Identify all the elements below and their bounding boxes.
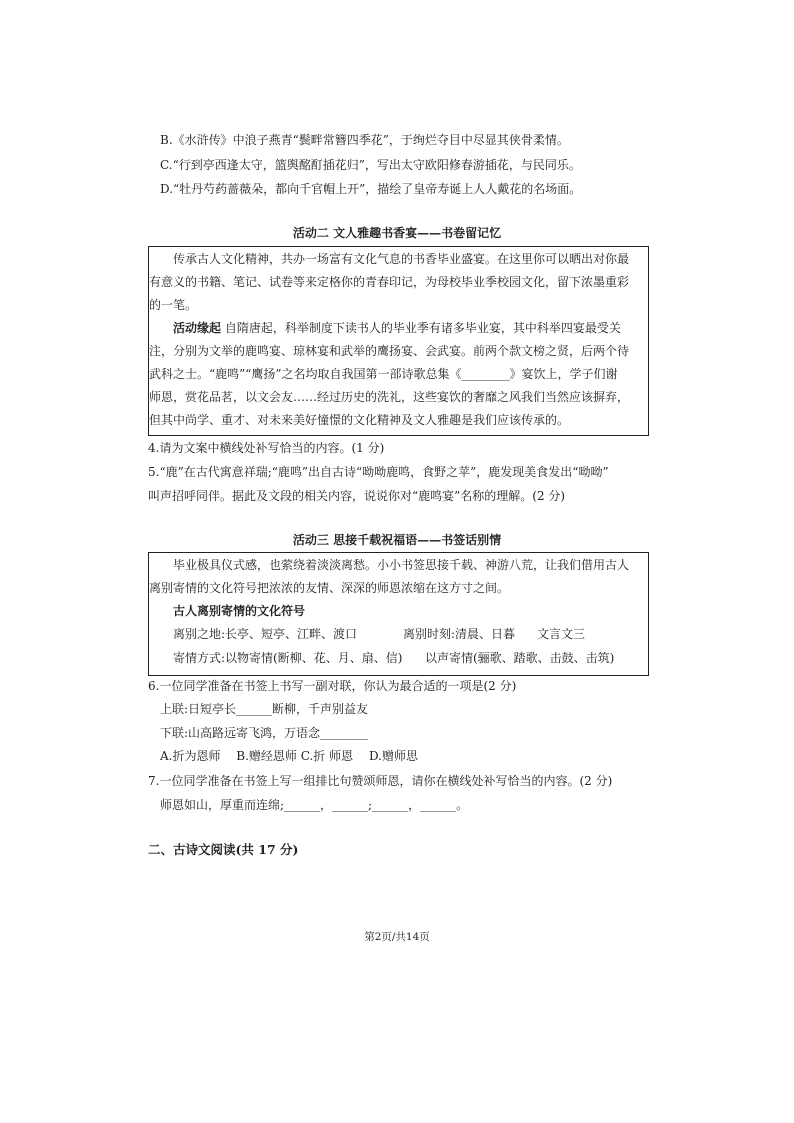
couplet-lower: 下联:山高路远寄飞鸿，万语念________ <box>160 726 369 740</box>
activity2-origin-line: 武科之士。“鹿鸣”“鹰扬”之名均取自我国第一部诗歌总集《________》宴饮上，学子们谢 <box>149 367 618 381</box>
symbol-text: 文言文三 <box>537 627 586 641</box>
question-5-line1: 5.“鹿”在古代寓意祥瑞;“鹿鸣”出自古诗“呦呦鹿鸣，食野之苹”，鹿发现美食发出“呦呦” <box>148 465 609 479</box>
activity2-box-line: 传承古人文化精神，共办一场富有文化气息的书香毕业盛宴。在这里你可以晒出对你最 <box>149 252 630 266</box>
option-d: D.“牡丹芍药蔷薇朵，都向千官帽上开”，描绘了皇帝寿诞上人人戴花的名场面。 <box>160 182 582 196</box>
symbols-title: 古人离别寄情的文化符号 <box>173 604 306 618</box>
question-5-line2: 叫声招呼同伴。据此及文段的相关内容，说说你对“鹿鸣宴”名称的理解。(2 分) <box>148 489 566 503</box>
question-7: 7.一位同学准备在书签上写一组排比句赞颂师恩，请你在横线处补写恰当的内容。(2 分) <box>148 774 613 788</box>
symbol-way-sound: 以声寄情(骊歌、踏歌、击鼓、击筑) <box>425 651 615 665</box>
activity-origin-text: 自隋唐起，科举制度下读书人的毕业季有诸多毕业宴，其中科举四宴最受关 <box>221 321 621 335</box>
activity3-title: 活动三 思接千载祝福语——书签话别情 <box>292 533 502 547</box>
symbol-place: 离别之地:长亭、短亭、江畔、渡口 <box>173 627 358 641</box>
activity2-origin-line: 注，分别为文举的鹿鸣宴、琼林宴和武举的鹰扬宴、会武宴。前两个款文榜之贤，后两个待 <box>149 344 630 358</box>
section-2-heading: 二、古诗文阅读(共 17 分) <box>148 842 299 857</box>
couplet-upper: 上联:日短亭长______断柳，千声别益友 <box>160 702 369 716</box>
question-6-choices: A.折为恩师 B.赠经恩师 C.折 师恩 D.赠师思 <box>160 749 418 763</box>
activity3-box-line: 毕业极具仪式感，也萦绕着淡淡离愁。小小书签思接千载、神游八荒，让我们借用古人 <box>149 558 630 572</box>
activity2-box-line: 有意义的书籍、笔记、试卷等来定格你的青春印记，为母校毕业季校园文化，留下浓墨重彩 <box>149 275 630 289</box>
page-footer: 第2页/共14页 <box>364 931 430 943</box>
activity3-box-line: 离别寄情的文化符号把浓浓的友情、深深的师恩浓缩在这方寸之间。 <box>149 581 510 595</box>
symbol-time: 离别时刻:清晨、日暮 <box>403 627 516 641</box>
option-b: B.《水浒传》中浪子燕青“鬓畔常簪四季花”，于绚烂夺目中尽显其侠骨柔情。 <box>160 133 569 147</box>
option-c: C.“行到亭西逢太守，篮舆酩酊插花归”，写出太守欧阳修春游插花，与民同乐。 <box>160 158 581 172</box>
activity-origin-label: 活动缘起 <box>173 321 222 335</box>
activity2-box <box>148 246 649 436</box>
activity2-title: 活动二 文人雅趣书香宴——书卷留记忆 <box>292 226 502 240</box>
question-6: 6.一位同学准备在书签上书写一副对联，你认为最合适的一项是(2 分) <box>148 679 517 693</box>
activity2-origin-line: 但其中尚学、重才、对未来美好憧憬的文化精神及文人雅趣是我们应该传承的。 <box>149 413 570 427</box>
activity2-box-line: 的一笔。 <box>149 298 198 312</box>
symbol-way-object: 寄情方式:以物寄情(断柳、花、月、扇、信) <box>173 651 403 665</box>
activity2-origin-line: 师恩，赏花品茗，以文会友……经过历史的洗礼，这些宴饮的奢靡之风我们当然应该摒弃， <box>149 390 630 404</box>
activity2-origin-line <box>173 320 621 336</box>
question-4: 4.请为文案中横线处补写恰当的内容。(1 分) <box>148 441 385 455</box>
activity3-box <box>148 552 649 676</box>
question-7-fill: 师恩如山，厚重而连绵;______，______;______，______。 <box>160 798 469 812</box>
